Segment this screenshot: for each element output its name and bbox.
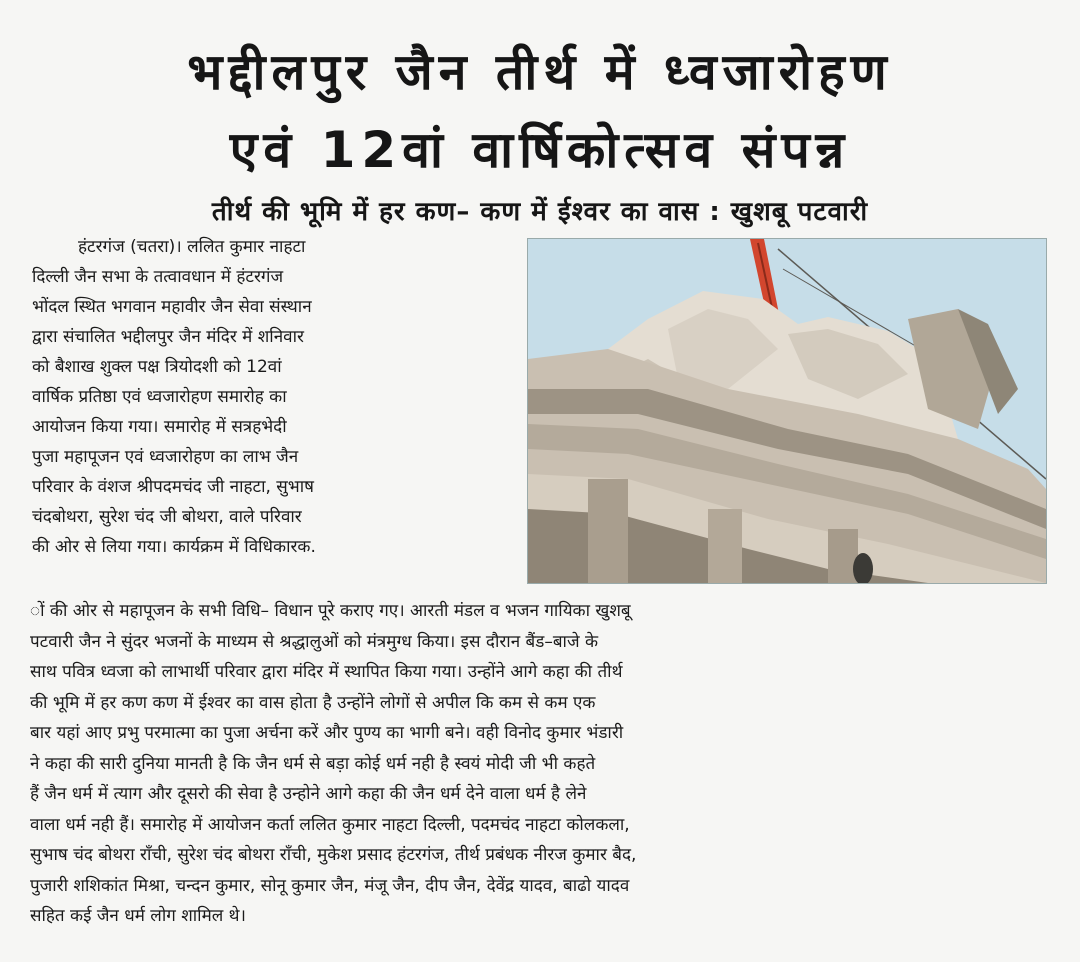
- column-line: को बैशाख शुक्ल पक्ष त्रियोदशी को 12वां: [32, 357, 282, 377]
- wide-line: सुभाष चंद बोथरा राँची, सुरेश चंद बोथरा राँची, मुकेश प्रसाद हंटरगंज, तीर्थ प्रबंधक नीरज कुमार बैद,: [30, 845, 637, 865]
- wide-line: ों की ओर से महापूजन के सभी विधि– विधान पूरे कराए गए। आरती मंडल व भजन गायिका खुशबू: [30, 601, 631, 621]
- wide-line: हैं जैन धर्म में त्याग और दूसरो की सेवा है उन्होने आगे कहा की जैन धर्म देने वाला धर्म है लेने: [30, 784, 587, 804]
- column-line: परिवार के वंशज श्रीपदमचंद जी नाहटा, सुभाष: [32, 477, 314, 497]
- headline-line-2: एवं 12वां वार्षिकोत्सव संपन्न: [229, 121, 851, 179]
- wide-line: वाला धर्म नही हैं। समारोह में आयोजन कर्ता ललित कुमार नाहटा दिल्ली, पदमचंद नाहटा कोलकला,: [30, 814, 630, 835]
- wide-line: की भूमि में हर कण कण में ईश्वर का वास होता है उन्होंने लोगों से अपील कि कम से कम एक: [30, 692, 596, 713]
- wide-line: साथ पवित्र ध्वजा को लाभार्थी परिवार द्वारा मंदिर में स्थापित किया गया। उन्होंने आगे कहा की तीर्थ: [30, 662, 623, 682]
- wide-line: ने कहा की सारी दुनिया मानती है कि जैन धर्म से बड़ा कोई धर्म नही है स्वयं मोदी जी भी कहते: [30, 753, 596, 774]
- wide-line: बार यहां आए प्रभु परमात्मा का पुजा अर्चना करें और पुण्य का भागी बने। वही विनोद कुमार भंडारी: [30, 723, 624, 743]
- column-line: भोंदल स्थित भगवान महावीर जैन सेवा संस्थान: [32, 297, 312, 317]
- column-line: पुजा महापूजन एवं ध्वजारोहण का लाभ जैन: [32, 447, 299, 467]
- headline-line-1: भद्दीलपुर जैन तीर्थ में ध्वजारोहण: [187, 43, 893, 101]
- column-line: दिल्ली जैन सभा के तत्वावधान में हंटरगंज: [32, 267, 284, 287]
- article-wide-text: [30, 596, 1052, 932]
- subheadline: तीर्थ की भूमि में हर कण– कण में ईश्वर का वास : खुशबू पटवारी: [211, 197, 869, 227]
- column-line: वार्षिक प्रतिष्ठा एवं ध्वजारोहण समारोह का: [32, 387, 287, 407]
- column-line: की ओर से लिया गया। कार्यक्रम में विधिकारक.: [32, 537, 316, 557]
- temple-photo: [527, 238, 1047, 584]
- column-line: चंदबोथरा, सुरेश चंद जी बोथरा, वाले परिवार: [32, 507, 302, 527]
- wide-line: पुजारी शशिकांत मिश्रा, चन्दन कुमार, सोनू कुमार जैन, मंजू जैन, दीप जैन, देवेंद्र यादव, बाढो यादव: [30, 875, 630, 896]
- column-line: हंटरगंज (चतरा)। ललित कुमार नाहटा: [78, 237, 306, 257]
- wide-line: सहित कई जैन धर्म लोग शामिल थे।: [30, 906, 246, 926]
- column-line: आयोजन किया गया। समारोह में सत्रहभेदी: [32, 417, 287, 437]
- wide-line: पटवारी जैन ने सुंदर भजनों के माध्यम से श्रद्धालुओं को मंत्रमुग्ध किया। इस दौरान बैंड–बाजे के: [30, 631, 599, 652]
- article-column-text: [32, 232, 498, 562]
- column-line: द्वारा संचालित भद्दीलपुर जैन मंदिर में शनिवार: [32, 327, 304, 347]
- temple-photo-illustration: [528, 239, 1046, 583]
